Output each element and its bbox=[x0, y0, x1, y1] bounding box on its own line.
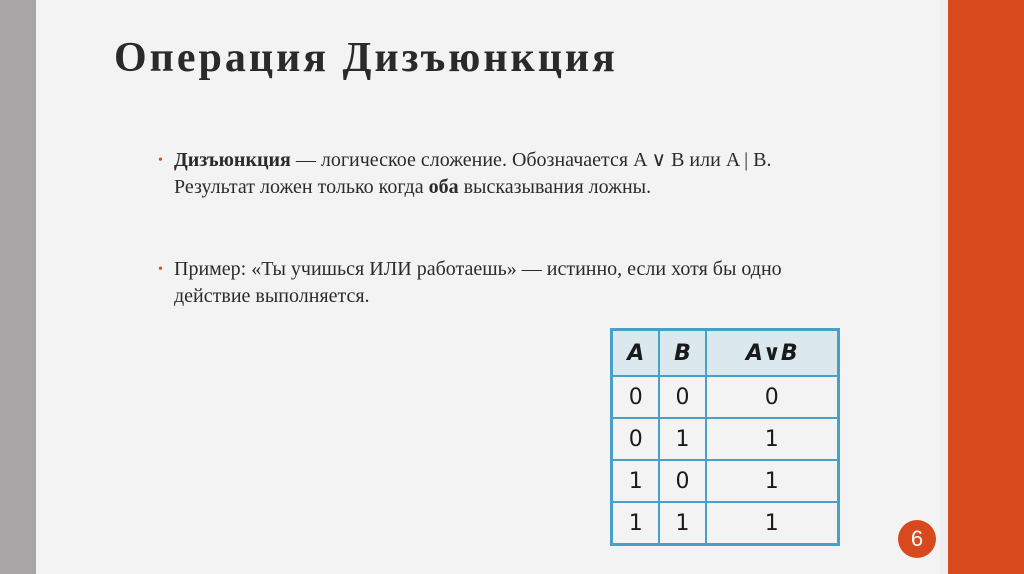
table-cell: 1 bbox=[706, 502, 839, 545]
column-header: A bbox=[612, 330, 660, 377]
column-header: A∨B bbox=[706, 330, 839, 377]
table-cell: 0 bbox=[612, 376, 660, 418]
table-cell: 0 bbox=[706, 376, 839, 418]
column-header: B bbox=[659, 330, 705, 377]
table-cell: 0 bbox=[612, 418, 660, 460]
table-cell: 1 bbox=[612, 502, 660, 545]
table-cell: 0 bbox=[659, 376, 705, 418]
bullet-definition bbox=[158, 147, 834, 201]
bullet-text bbox=[174, 147, 834, 201]
bullet-bold-word: оба bbox=[428, 176, 459, 198]
table-cell: 1 bbox=[659, 418, 705, 460]
table-cell: 1 bbox=[706, 460, 839, 502]
table-cell: 1 bbox=[659, 502, 705, 545]
slide-title: Операция Дизъюнкция bbox=[114, 35, 618, 81]
bullet-dot-icon: • bbox=[158, 153, 163, 168]
bullet-text: Пример: «Ты учишься ИЛИ работаешь» — истинно, если хотя бы одно действие выполняется. bbox=[174, 258, 782, 307]
bullet-text-part: высказывания ложны. bbox=[458, 176, 652, 198]
table-cell: 1 bbox=[706, 418, 839, 460]
table-row bbox=[612, 376, 839, 418]
truth-table bbox=[610, 328, 840, 546]
right-decor-gap bbox=[940, 0, 948, 574]
bullet-term: Дизъюнкция bbox=[174, 149, 291, 171]
table-cell: 0 bbox=[659, 460, 705, 502]
left-decor-bar bbox=[0, 0, 36, 574]
table-row bbox=[612, 460, 839, 502]
bullet-dot-icon: • bbox=[158, 262, 163, 277]
table-row bbox=[612, 418, 839, 460]
bullet-text-part: — логическое сложение. Обозначается A ∨ B или A | B. Результат ложен только когда bbox=[174, 149, 772, 198]
table-row bbox=[612, 502, 839, 545]
right-decor-bar bbox=[948, 0, 1024, 574]
bullet-example bbox=[158, 256, 834, 310]
page-number-badge: 6 bbox=[898, 520, 936, 558]
table-header-row bbox=[612, 330, 839, 377]
table-cell: 1 bbox=[612, 460, 660, 502]
